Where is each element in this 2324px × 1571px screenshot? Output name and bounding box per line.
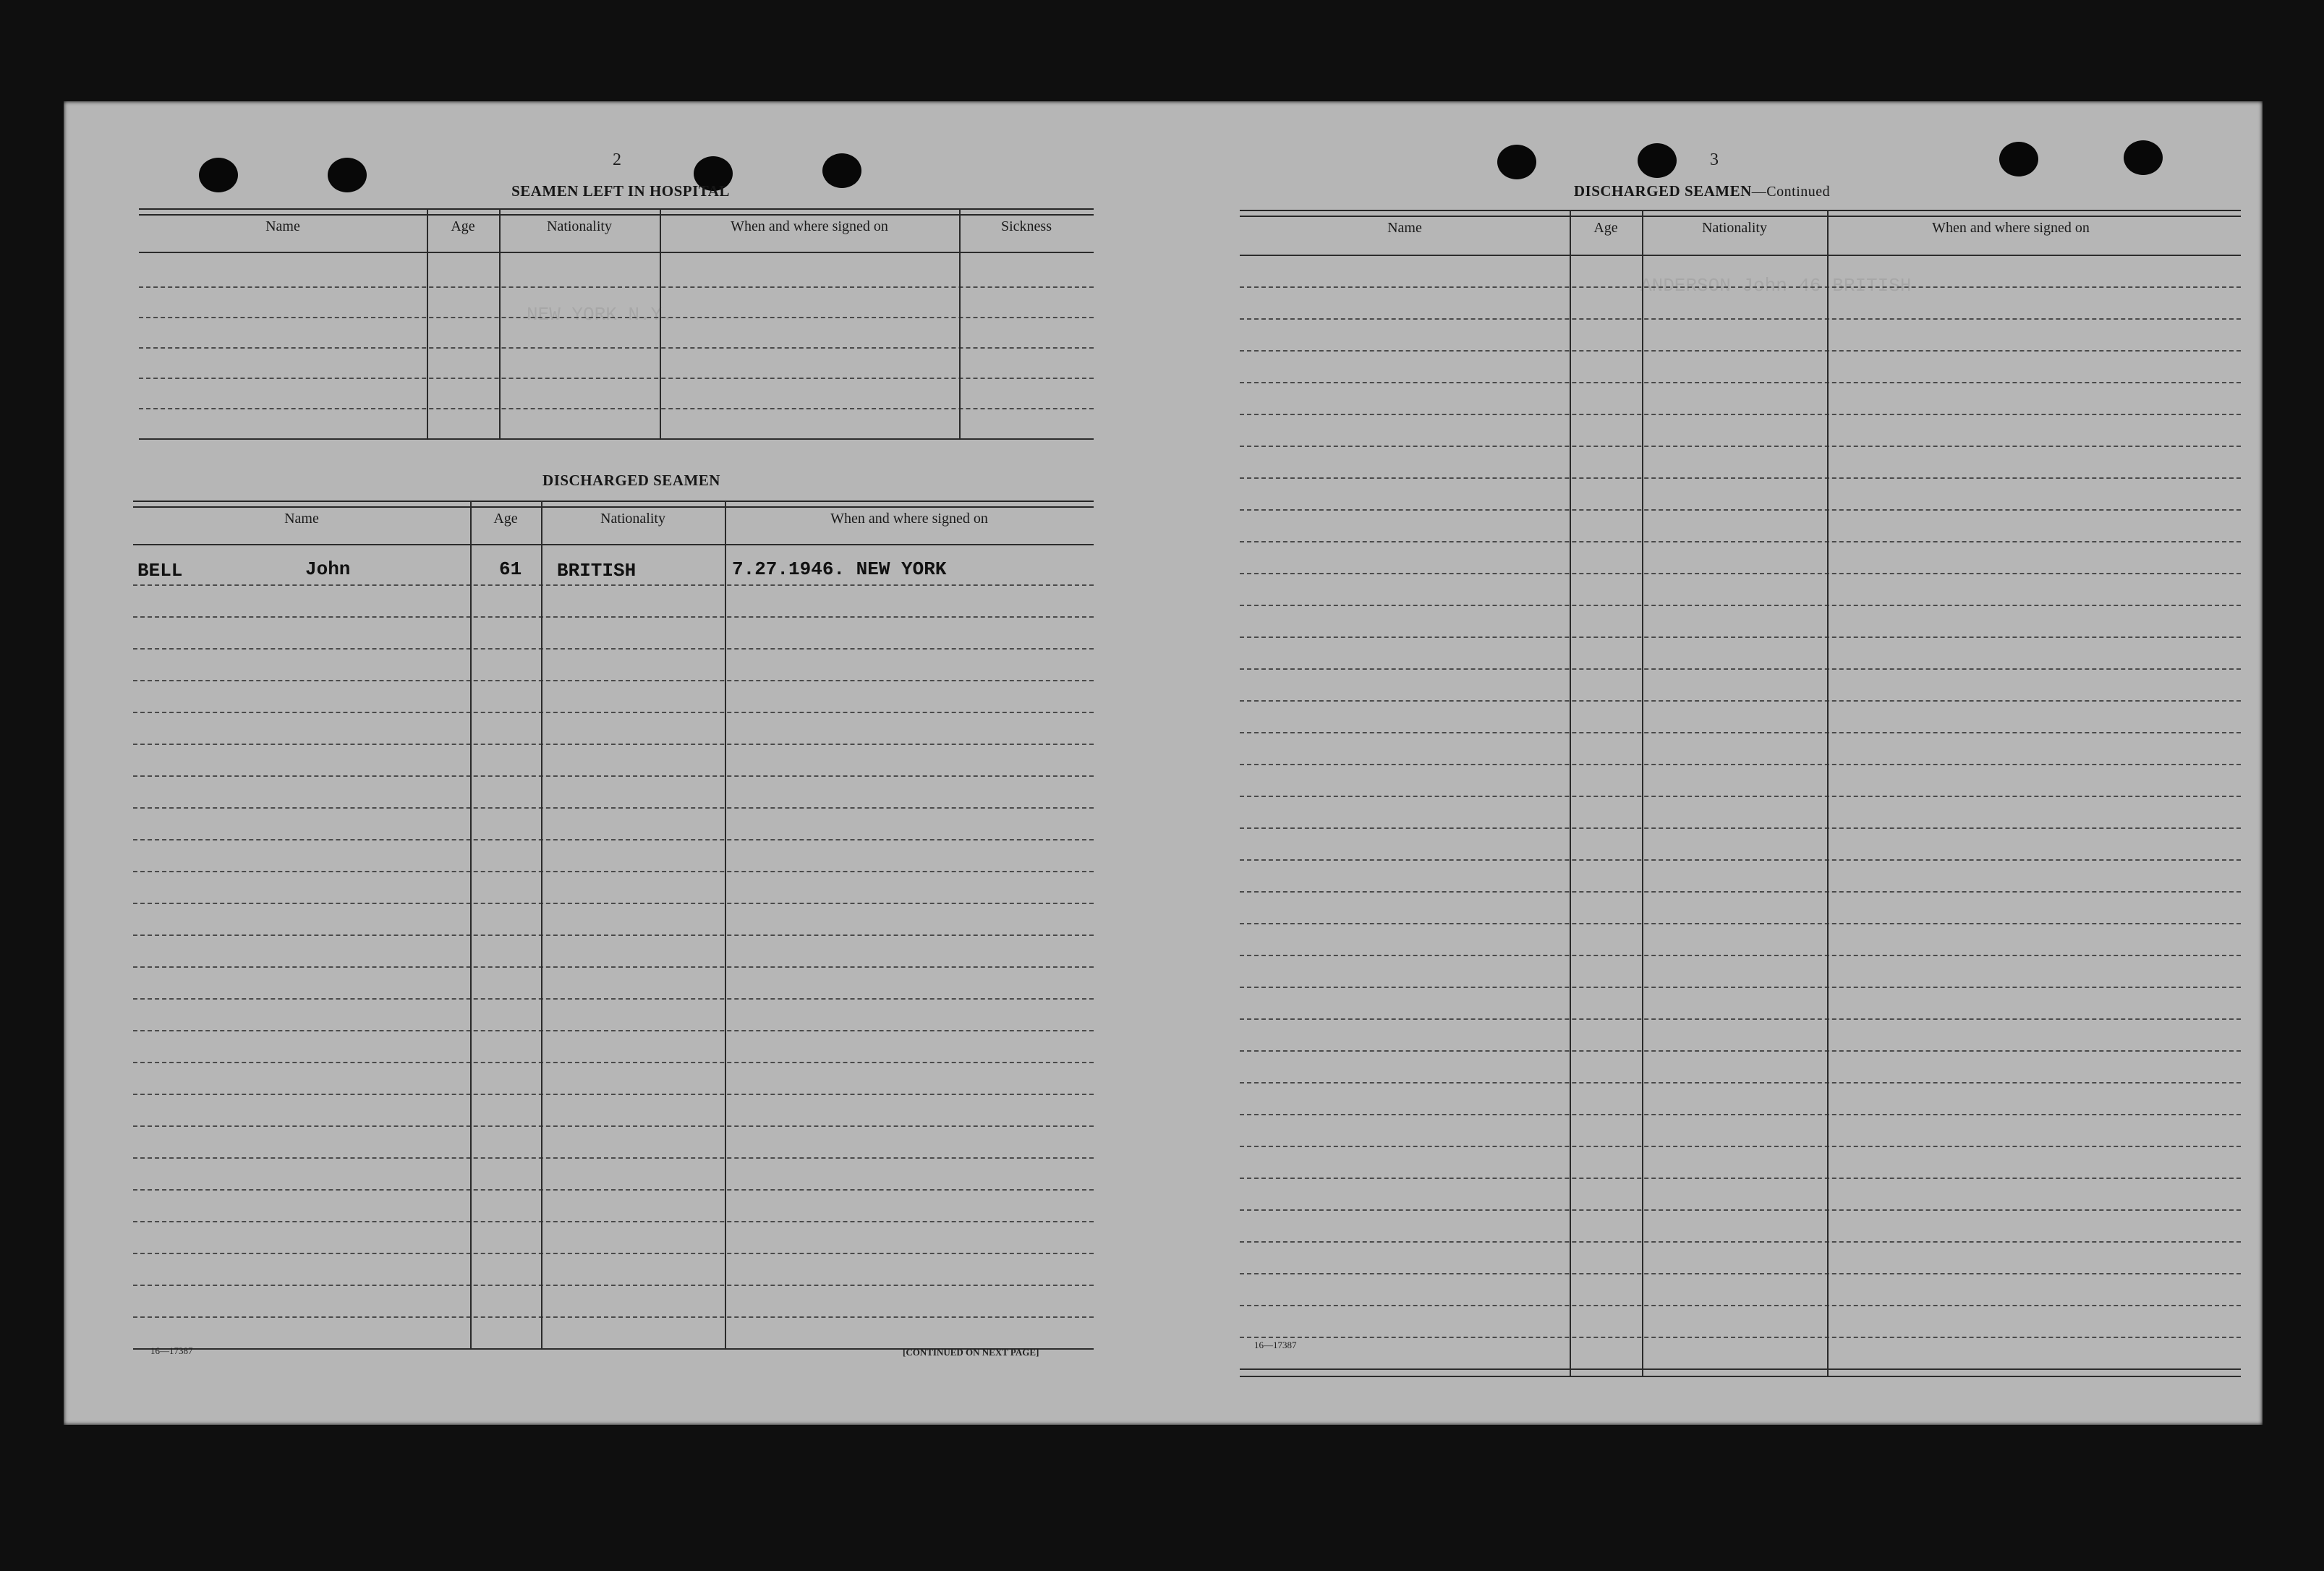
discharged-continued-title xyxy=(1574,182,1830,200)
column-header-nationality: Nationality xyxy=(547,218,612,234)
punch-hole xyxy=(822,153,861,188)
column-header-signed-on: When and where signed on xyxy=(1932,220,2090,236)
column-header-signed-on: When and where signed on xyxy=(731,218,888,234)
column-header-nationality: Nationality xyxy=(600,511,665,527)
bleed-through-text: ANDERSON John 46 BRITISH xyxy=(1640,275,1912,297)
seaman-age: 61 xyxy=(499,558,522,580)
discharged-table-right xyxy=(1240,210,2241,1439)
column-header-name: Name xyxy=(1387,220,1422,236)
column-header-signed-on: When and where signed on xyxy=(830,511,988,527)
column-header-sickness: Sickness xyxy=(1001,218,1052,234)
discharged-section-title: DISCHARGED SEAMEN xyxy=(542,472,720,489)
seaman-signed-on: 7.27.1946. NEW YORK xyxy=(732,558,947,580)
column-header-age: Age xyxy=(1593,220,1618,236)
punch-hole xyxy=(199,158,238,192)
column-header-age: Age xyxy=(493,511,518,527)
seaman-given-name: John xyxy=(305,558,351,580)
punch-hole xyxy=(1497,145,1536,179)
form-number-right: 16—17387 xyxy=(1254,1340,1297,1350)
punch-hole xyxy=(1638,143,1677,178)
discharged-table-left xyxy=(133,501,1094,1441)
page-number-right: 3 xyxy=(1710,150,1719,169)
hospital-section-title: SEAMEN LEFT IN HOSPITAL xyxy=(511,182,730,200)
page-number-left: 2 xyxy=(613,150,621,169)
seaman-surname: BELL xyxy=(137,560,183,582)
punch-hole xyxy=(1999,142,2038,176)
column-header-nationality: Nationality xyxy=(1702,220,1767,236)
discharged-continued-main: DISCHARGED SEAMEN xyxy=(1573,182,1752,200)
discharged-continued-suffix: —Continued xyxy=(1751,184,1831,200)
bleed-through-text: NEW YORK N.Y. xyxy=(527,304,673,325)
document-sheet xyxy=(64,101,2263,1425)
column-header-age: Age xyxy=(451,218,475,234)
continued-note: [CONTINUED ON NEXT PAGE] xyxy=(903,1347,1039,1358)
punch-hole xyxy=(2124,140,2163,175)
column-header-name: Name xyxy=(284,511,319,527)
column-header-name: Name xyxy=(265,218,300,234)
seaman-nationality: BRITISH xyxy=(557,560,637,582)
form-number-left: 16—17387 xyxy=(150,1345,193,1356)
punch-hole xyxy=(328,158,367,192)
